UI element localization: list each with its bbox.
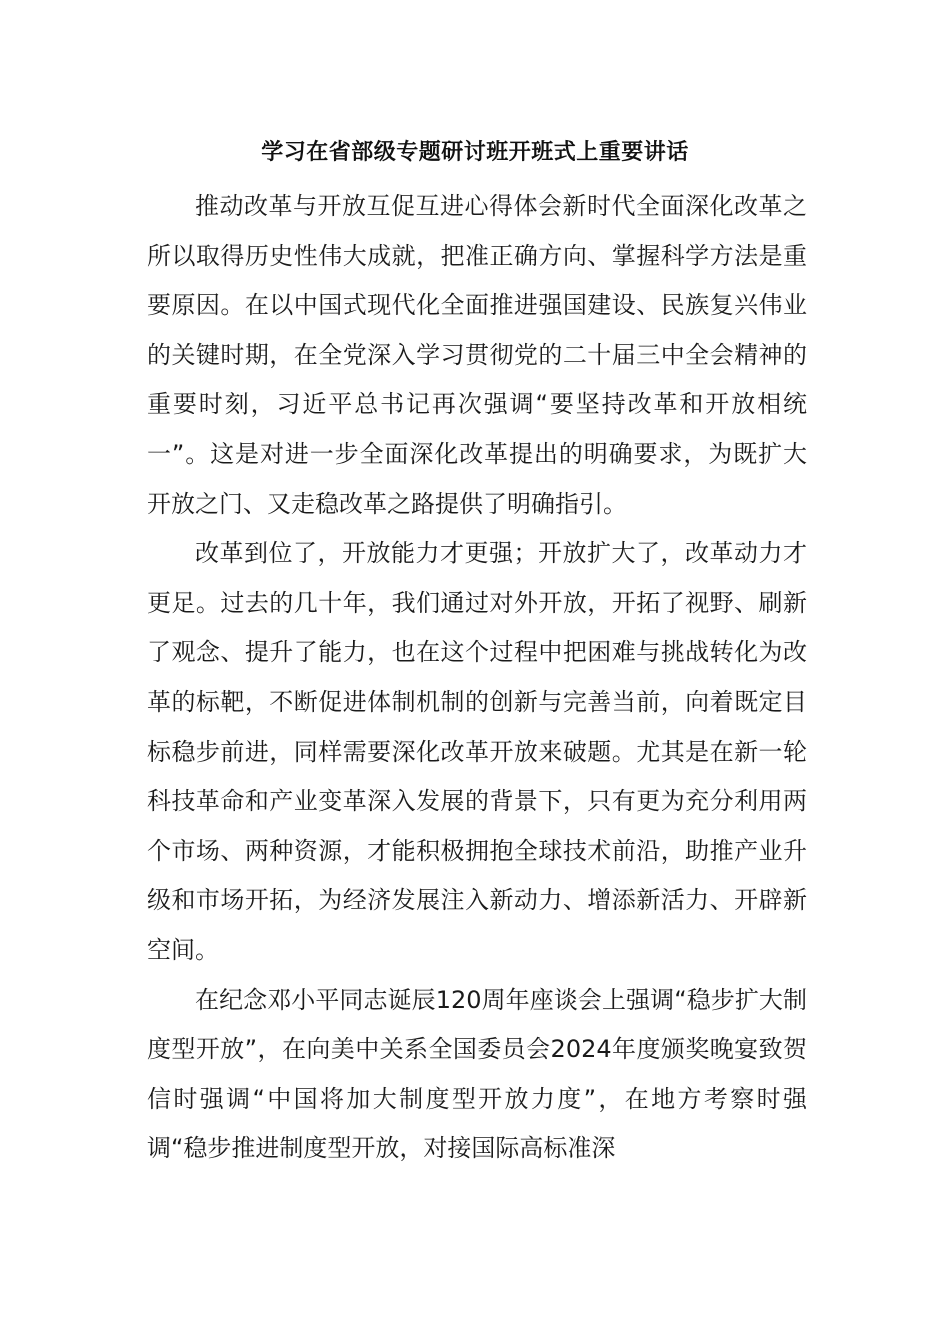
document-title: 学习在省部级专题研讨班开班式上重要讲话 [261,140,689,165]
paragraph-3: 在纪念邓小平同志诞辰120周年座谈会上强调“稳步扩大制度型开放”，在向美中关系全国委员会2024年度颁奖晚宴致贺信时强调“中国将加大制度型开放力度”，在地方考察时强调“稳步推进制度型开放，对接国际高标准深 [147,985,807,1163]
paragraph-2: 改革到位了，开放能力才更强；开放扩大了，改革动力才更足。过去的几十年，我们通过对外开放，开拓了视野、刷新了观念、提升了能力，也在这个过程中把困难与挑战转化为改革的标靶，不断促进体制机制的创新与完善当前，向着既定目标稳步前进，同样需要深化改革开放来破题。尤其是在新一轮科技革命和产业变革深入发展的背景下，只有更为充分利用两个市场、两种资源，才能积极拥抱全球技术前沿，助推产业升级和市场开拓，为经济发展注入新动力、增添新活力、开辟新空间。 [147,539,807,964]
document-body [147,182,807,1174]
paragraph-1: 推动改革与开放互促互进心得体会新时代全面深化改革之所以取得历史性伟大成就，把准正确方向、掌握科学方法是重要原因。在以中国式现代化全面推进强国建设、民族复兴伟业的关键时期，在全党深入学习贯彻党的二十届三中全会精神的重要时刻，习近平总书记再次强调“要坚持改革和开放相统一”。这是对进一步全面深化改革提出的明确要求，为既扩大开放之门、又走稳改革之路提供了明确指引。 [147,192,807,518]
